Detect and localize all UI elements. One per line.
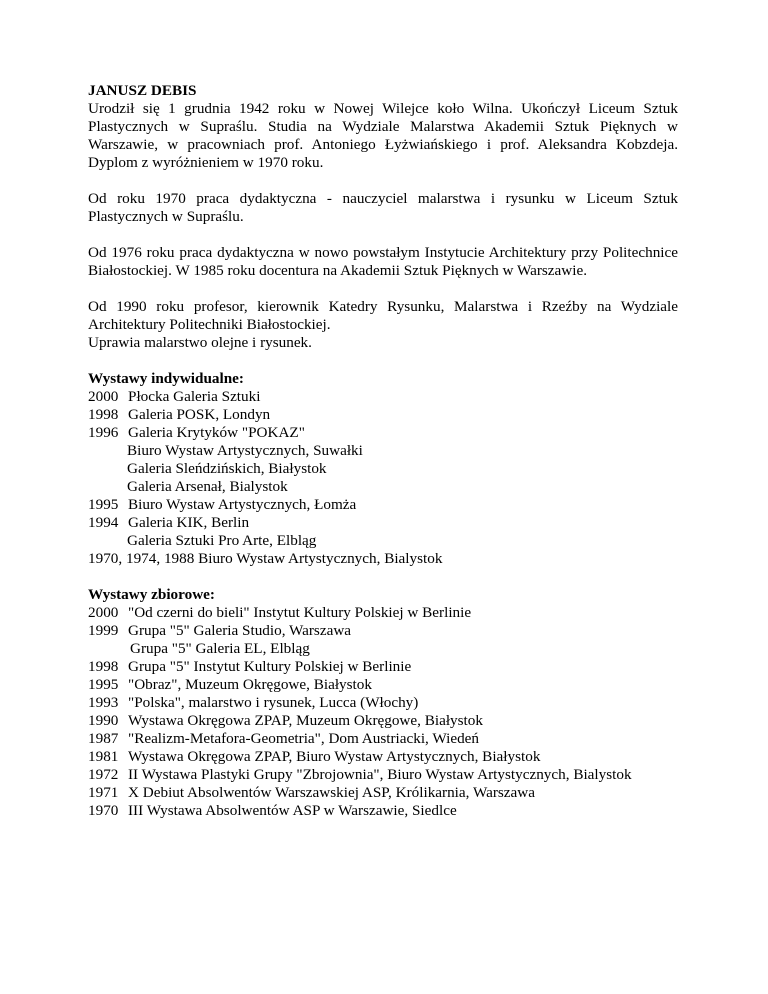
individual-exhibitions-heading: Wystawy indywidualne: bbox=[88, 370, 244, 387]
exhibition-year: 1994 bbox=[88, 514, 119, 531]
exhibition-text: Wystawa Okręgowa ZPAP, Muzeum Okręgowe, Białystok bbox=[128, 712, 483, 729]
exhibition-year: 1971 bbox=[88, 784, 119, 801]
exhibition-item bbox=[88, 640, 678, 658]
exhibition-item bbox=[88, 802, 678, 820]
exhibition-text: Biuro Wystaw Artystycznych, Łomża bbox=[128, 496, 357, 513]
exhibition-text: Galeria Sztuki Pro Arte, Elbląg bbox=[127, 532, 317, 549]
collective-exhibitions-heading: Wystawy zbiorowe: bbox=[88, 586, 215, 603]
practice-line: Uprawia malarstwo olejne i rysunek. bbox=[88, 334, 312, 351]
spacer bbox=[88, 352, 678, 370]
exhibition-text: Grupa "5" Galeria Studio, Warszawa bbox=[128, 622, 352, 639]
exhibition-text: Płocka Galeria Sztuki bbox=[128, 388, 261, 405]
exhibition-text: Galeria Sleńdzińskich, Białystok bbox=[127, 460, 327, 477]
exhibition-text: Grupa "5" Galeria EL, Elbląg bbox=[130, 640, 310, 657]
document-page bbox=[88, 82, 678, 820]
exhibition-year: 2000 bbox=[88, 604, 119, 621]
exhibition-text: III Wystawa Absolwentów ASP w Warszawie, Siedlce bbox=[128, 802, 457, 819]
bio-paragraph: Od 1990 roku profesor, kierownik Katedry Rysunku, Malarstwa i Rzeźby na Wydziale Architektury Politechniki Białostockiej. bbox=[88, 298, 678, 333]
spacer bbox=[88, 226, 678, 244]
exhibition-item bbox=[88, 406, 678, 424]
exhibition-text: Galeria Krytyków "POKAZ" bbox=[128, 424, 305, 441]
exhibition-item bbox=[88, 676, 678, 694]
exhibition-item bbox=[88, 748, 678, 766]
bio-paragraph: Od 1976 roku praca dydaktyczna w nowo powstałym Instytucie Architektury przy Politechnice Białostockiej. W 1985 roku docentura na Akademii Sztuk Pięknych w Warszawie. bbox=[88, 244, 678, 279]
exhibition-year: 1990 bbox=[88, 712, 119, 729]
exhibition-text: "Od czerni do bieli" Instytut Kultury Polskiej w Berlinie bbox=[128, 604, 472, 621]
spacer bbox=[88, 172, 678, 190]
exhibition-year: 1995 bbox=[88, 496, 119, 513]
exhibition-item bbox=[88, 424, 678, 442]
exhibition-text: X Debiut Absolwentów Warszawskiej ASP, Królikarnia, Warszawa bbox=[128, 784, 535, 801]
exhibition-text: Grupa "5" Instytut Kultury Polskiej w Berlinie bbox=[128, 658, 412, 675]
exhibition-item-multi-year: 1970, 1974, 1988 Biuro Wystaw Artystycznych, Bialystok bbox=[88, 550, 443, 567]
exhibition-item bbox=[88, 658, 678, 676]
exhibition-item bbox=[88, 622, 678, 640]
exhibition-year: 1996 bbox=[88, 424, 119, 441]
exhibition-text: "Obraz", Muzeum Okręgowe, Białystok bbox=[128, 676, 372, 693]
exhibition-text: Galeria KIK, Berlin bbox=[128, 514, 250, 531]
bio-paragraph: Od roku 1970 praca dydaktyczna - nauczyciel malarstwa i rysunku w Liceum Sztuk Plastycznych w Supraślu. bbox=[88, 190, 678, 225]
exhibition-year: 1998 bbox=[88, 406, 119, 423]
bio-paragraph: Urodził się 1 grudnia 1942 roku w Nowej Wilejce koło Wilna. Ukończył Liceum Sztuk Plastycznych w Supraślu. Studia na Wydziale Malarstwa Akademii Sztuk Pięknych w Warszawie, w pracowniach prof. Antoniego Łyżwiańskiego i prof. Aleksandra Kobzdeja. Dyplom z wyróżnieniem w 1970 roku. bbox=[88, 100, 678, 171]
exhibition-text: Galeria POSK, Londyn bbox=[128, 406, 271, 423]
document-title: JANUSZ DEBIS bbox=[88, 82, 197, 99]
exhibition-text: II Wystawa Plastyki Grupy "Zbrojownia", Biuro Wystaw Artystycznych, Bialystok bbox=[128, 766, 632, 783]
exhibition-item bbox=[88, 694, 678, 712]
exhibition-year: 1999 bbox=[88, 622, 119, 639]
exhibition-text: Galeria Arsenał, Bialystok bbox=[127, 478, 288, 495]
spacer bbox=[88, 280, 678, 298]
exhibition-year: 1972 bbox=[88, 766, 119, 783]
exhibition-item bbox=[88, 532, 678, 550]
exhibition-item bbox=[88, 730, 678, 748]
exhibition-item bbox=[88, 766, 678, 784]
exhibition-item bbox=[88, 712, 678, 730]
exhibition-year: 2000 bbox=[88, 388, 119, 405]
exhibition-item bbox=[88, 604, 678, 622]
individual-exhibitions-list bbox=[88, 388, 678, 568]
exhibition-item bbox=[88, 388, 678, 406]
exhibition-year: 1981 bbox=[88, 748, 119, 765]
exhibition-text: Biuro Wystaw Artystycznych, Suwałki bbox=[127, 442, 363, 459]
exhibition-item bbox=[88, 442, 678, 460]
exhibition-text: "Realizm-Metafora-Geometria", Dom Austriacki, Wiedeń bbox=[128, 730, 479, 747]
exhibition-item bbox=[88, 496, 678, 514]
exhibition-year: 1987 bbox=[88, 730, 119, 747]
exhibition-year: 1993 bbox=[88, 694, 119, 711]
exhibition-year: 1995 bbox=[88, 676, 119, 693]
exhibition-text: Wystawa Okręgowa ZPAP, Biuro Wystaw Artystycznych, Białystok bbox=[128, 748, 541, 765]
exhibition-year: 1970 bbox=[88, 802, 119, 819]
exhibition-text: "Polska", malarstwo i rysunek, Lucca (Włochy) bbox=[128, 694, 419, 711]
collective-exhibitions-list bbox=[88, 604, 678, 820]
exhibition-item bbox=[88, 460, 678, 478]
exhibition-item bbox=[88, 514, 678, 532]
exhibition-item bbox=[88, 478, 678, 496]
exhibition-item bbox=[88, 784, 678, 802]
exhibition-year: 1998 bbox=[88, 658, 119, 675]
spacer bbox=[88, 568, 678, 586]
